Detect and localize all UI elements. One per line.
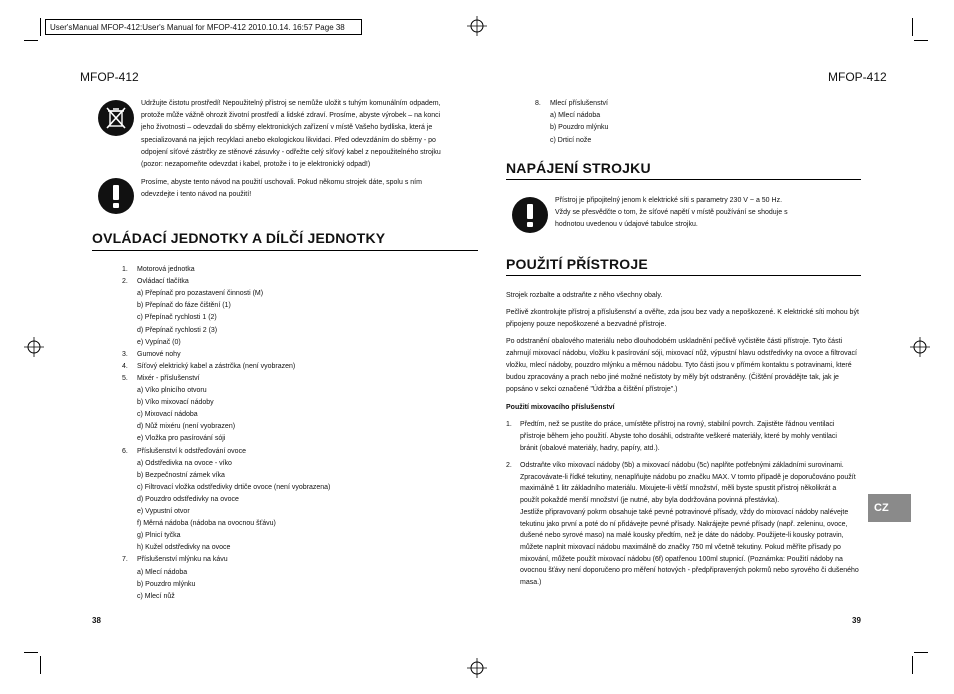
list-item: b) Pouzdro mlýnku xyxy=(137,580,196,588)
list-item: e) Vypínač (0) xyxy=(137,338,181,346)
list-number: 7. xyxy=(122,556,128,564)
list-item: e) Vypustní otvor xyxy=(137,508,190,515)
list-item: a) Odstředivka na ovoce - víko xyxy=(137,459,232,467)
recycle-notice-line: Udržujte čistotu prostředí! Nepoužitelný přístroj se nemůže uložit s tuhým komunálním odpadem, xyxy=(141,100,441,107)
paragraph-line: tekutinu jako první a poté do ní přidávejte pevné přísady. Nakrájejte pevné přísady (např. zeleninu, ovoce, xyxy=(520,520,848,528)
crop-mark xyxy=(912,656,913,674)
list-item: Ovládací tlačítka xyxy=(137,278,189,286)
page-number-left: 38 xyxy=(92,616,101,625)
warning-notice-line: Prosíme, abyste tento návod na použití uschovali. Pokud někomu strojek dáte, spolu s ním xyxy=(141,179,422,186)
crop-mark xyxy=(40,18,41,36)
crop-mark xyxy=(914,40,928,41)
paragraph-line: Zpracovávate-li řídké tekutiny, nenaplňujte nádobu po značku MAX. V tomto případě je doporučováno použít xyxy=(520,473,856,481)
recycle-notice-line: (pozor: nezapomeňte odevzdat i kabel, protože i to je elektronický odpad!) xyxy=(141,161,371,168)
recycle-notice-line: jeho životnosti – odevzdali do sběrny elektronických zařízení v místě Vašeho bydliska, která je xyxy=(141,124,433,132)
paragraph-line: ovocnou šťávy není doporučeno pro měření hotových - předpřipravených pokrmů nebo syrového či dušeného xyxy=(520,567,859,575)
registration-mark-icon xyxy=(910,337,930,357)
list-number: 2. xyxy=(122,278,128,286)
power-notice-line: hodnotou uvedenou v údajové tabulce strojku. xyxy=(555,221,698,228)
warning-exclamation-icon xyxy=(98,178,134,214)
list-number: 1. xyxy=(122,266,128,273)
list-item: b) Přepínač do fáze čištění (1) xyxy=(137,302,231,310)
list-item: Mixér - příslušenství xyxy=(137,374,200,382)
list-item: b) Bezpečnostní zámek víka xyxy=(137,471,225,479)
list-item: Mlecí příslušenství xyxy=(550,100,608,107)
list-item: f) Měrná nádoba (nádoba na ovocnou šťávu) xyxy=(137,520,276,528)
section-rule xyxy=(92,250,478,251)
registration-mark-icon xyxy=(467,658,487,678)
recycle-notice-line: specializovaná na jejich recyklaci anebo ekologickou likvidaci. Před odevzdáním do sběrny - po xyxy=(141,136,436,144)
section-rule xyxy=(506,179,861,180)
list-number: 3. xyxy=(122,350,128,358)
paragraph-line: Odstraňte víko mixovací nádoby (5b) a mixovací nádobu (5c) naplňte potřebnými základními surovinami. xyxy=(520,462,844,469)
crop-mark xyxy=(40,656,41,674)
subsection-title: Použití mixovacího příslušenství xyxy=(506,404,615,411)
list-item: d) Přepínač rychlosti 2 (3) xyxy=(137,326,218,334)
model-name: MFOP-412 xyxy=(80,70,139,84)
list-item: c) Mixovací nádoba xyxy=(137,411,198,419)
paragraph-line: zahrnují mixovací nádobu, vložku k pasírování sóji, mixovací nůž, výpustní hlavu odstředivky na ovoce a filtrovací xyxy=(506,350,857,357)
crop-mark xyxy=(24,40,38,41)
section-title-power: NAPÁJENÍ STROJKU xyxy=(506,160,651,176)
registration-mark-icon xyxy=(467,16,487,36)
list-item: a) Víko plnicího otvoru xyxy=(137,387,207,394)
paragraph-line: vložku, mlecí nádoby, pouzdro mlýnku a měrnou nádobu. Tyto části jsou v přímém kontaktu s potravinami, které xyxy=(506,362,852,369)
crop-mark xyxy=(24,652,38,653)
list-item: a) Přepínač pro pozastavení činnosti (M) xyxy=(137,290,264,298)
paragraph-line: dušené nebo syrové maso) na malé kousky předtím, než je dáte do nádoby. Použijete-li kousky potravin, xyxy=(520,532,844,540)
list-item: c) Mlecí nůž xyxy=(137,592,175,600)
list-item: e) Vložka pro pasírování sóji xyxy=(137,435,226,443)
registration-mark-icon xyxy=(24,337,44,357)
list-number: 6. xyxy=(122,447,128,455)
language-tab: CZ xyxy=(868,494,911,522)
power-notice-line: Přístroj je připojitelný jenom k elektrické síti s parametry 230 V ~ a 50 Hz. xyxy=(555,197,783,204)
list-item: g) Plnicí tyčka xyxy=(137,532,181,540)
list-item: Motorová jednotka xyxy=(137,266,195,273)
list-number: 5. xyxy=(122,374,128,382)
paragraph-line: maximálně 1 litr základního materiálu. Mixujete-li větší množství, měli byste spustit přístroj několikrát a xyxy=(520,485,837,493)
list-item: b) Víko mixovací nádoby xyxy=(137,399,214,407)
paragraph-line: mixování, můžete použít mixovací nádobu (6f) opatřenou 100ml stupnicí. (Poznámka: Použití nádoby na xyxy=(520,555,843,563)
paragraph-line: masa.) xyxy=(520,579,542,586)
list-item: Příslušenství k odstřeďování ovoce xyxy=(137,447,246,455)
paragraph-line: bránit (obalové materiály, hadry, papíry, atd.). xyxy=(520,445,660,452)
paragraph-line: Předtím, než se pustíte do práce, umístěte přístroj na rovný, stabilní povrch. Zajistěte řádnou ventilaci xyxy=(520,421,835,428)
paragraph-line: Pečlivě zkontrolujte přístroj a příslušenství a ověřte, zda jsou bez vady a nepoškozené. K elektrické síti mohou být xyxy=(506,309,859,316)
list-item: Síťový elektrický kabel a zástrčka (není vyobrazen) xyxy=(137,362,296,370)
paragraph-line: budou zpracovány a prach nebo jiné možné nečistoty by měly být odstraněny. (Čištění provádějte tak, jak je xyxy=(506,374,839,381)
model-name: MFOP-412 xyxy=(828,70,887,84)
paragraph-unpack: Strojek rozbalte a odstraňte z něho všechny obaly. xyxy=(506,292,663,299)
list-item: a) Mlecí nádoba xyxy=(550,112,601,120)
section-title-use: POUŽITÍ PŘÍSTROJE xyxy=(506,256,648,272)
paragraph-line: přístroje během jeho použití. Abyste toho dosáhli, odstraňte veškeré materiály, které by mohly ventilaci xyxy=(520,433,837,440)
list-item: Gumové nohy xyxy=(137,350,181,358)
paragraph-line: popsáno v sekci označené "Údržba a čištění přístroje".) xyxy=(506,386,678,393)
paragraph-line: použít pokaždé menší množství (je nutné, aby byla dodržována povinná přestávka). xyxy=(520,497,780,505)
list-number: 4. xyxy=(122,362,128,370)
section-title-controls: OVLÁDACÍ JEDNOTKY A DÍLČÍ JEDNOTKY xyxy=(92,230,386,246)
list-item: c) Drticí nože xyxy=(550,136,592,144)
recycle-notice-line: odpojení síťové zástrčky ze stěnové zásuvky - odřežte celý síťový kabel z nepoužitelného strojku xyxy=(141,148,441,156)
list-number: 1. xyxy=(506,421,512,428)
list-item: d) Pouzdro odstředivky na ovoce xyxy=(137,495,239,503)
list-number: 2. xyxy=(506,462,512,469)
crop-mark xyxy=(912,18,913,36)
list-item: b) Pouzdro mlýnku xyxy=(550,124,609,132)
list-number: 8. xyxy=(535,100,541,107)
list-item: d) Nůž mixéru (není vyobrazen) xyxy=(137,423,236,431)
crop-mark xyxy=(914,652,928,653)
paragraph-line: připojeny pouze nepoškozené a bezvadné přístroje. xyxy=(506,321,667,328)
paragraph-line: Jestliže připravovaný pokrm obsahuje také pevné potravinové přísady, vždy do mixovací nádoby nalévejte xyxy=(520,508,849,516)
recycle-bin-crossed-icon xyxy=(98,100,134,136)
recycle-notice-line: protože může vážně ohrozit životní prostředí a lidské zdraví. Prosíme, abyste výrobek – na konci xyxy=(141,112,441,120)
warning-notice-line: odevzdejte i tento návod na použití! xyxy=(141,191,252,198)
list-item: c) Přepínač rychlosti 1 (2) xyxy=(137,314,217,322)
page-number-right: 39 xyxy=(852,616,861,625)
list-item: a) Mlecí nádoba xyxy=(137,568,188,576)
list-item: Příslušenství mlýnku na kávu xyxy=(137,556,228,564)
list-item: h) Kužel odstředivky na ovoce xyxy=(137,544,231,552)
paragraph-line: můžete naplnit mixovací nádobu maximálně do značky 750 ml včetně tekutiny. Pokud měříte přísady po xyxy=(520,543,841,551)
warning-exclamation-icon xyxy=(512,197,548,233)
list-item: c) Filtrovací vložka odstředivky drtiče ovoce (není vyobrazena) xyxy=(137,483,331,491)
power-notice-line: Vždy se přesvědčte o tom, že síťové napětí v místě používání se shoduje s xyxy=(555,209,788,216)
print-header-bar: User'sManual MFOP-412:User's Manual for MFOP-412 2010.10.14. 16:57 Page 38 xyxy=(45,19,362,35)
paragraph-line: Po odstranění obalového materiálu nebo dlouhodobém uskladnění pečlivě vyčistěte části přístroje. Tyto části xyxy=(506,338,843,345)
section-rule xyxy=(506,275,861,276)
